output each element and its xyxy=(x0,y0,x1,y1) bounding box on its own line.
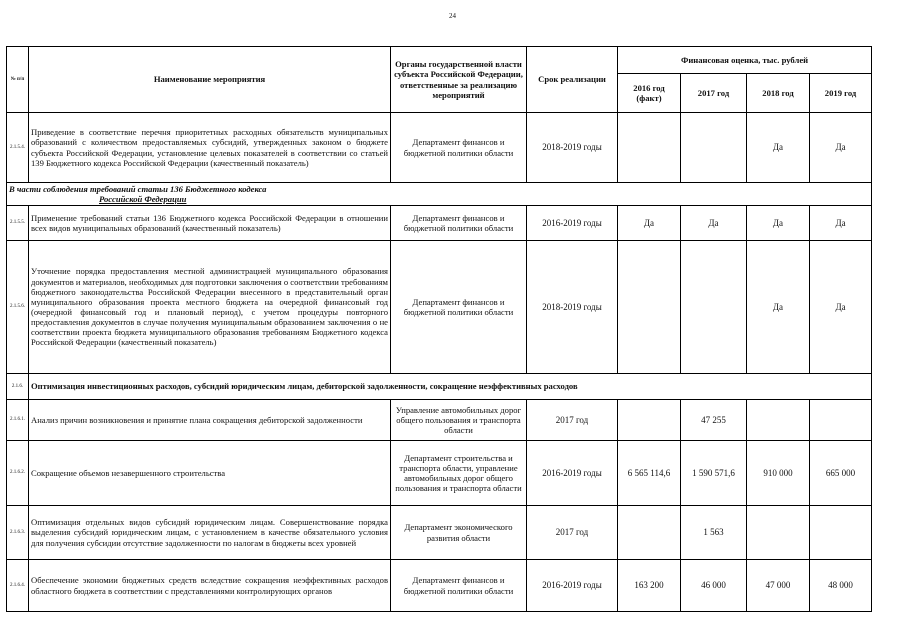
value-2019: 665 000 xyxy=(810,441,872,506)
term: 2017 год xyxy=(527,506,618,560)
value-2019 xyxy=(810,400,872,441)
value-2018: Да xyxy=(747,206,810,241)
value-2018 xyxy=(747,506,810,560)
measure-name: Приведение в соответствие перечня приоритетных расходных обязательств муниципальных образований с количеством предоставляемых субсидий, утвержденных законом о бюджете субъекта Российской Федерации, установление целевых показателей в соответствии со статьей 139 Бюджетного кодекса Российской Федерации (качественный показатель) xyxy=(29,113,391,183)
measures-table xyxy=(6,46,872,612)
table-row xyxy=(7,400,872,441)
value-2017: 1 563 xyxy=(681,506,747,560)
measure-name: Применение требований статьи 136 Бюджетного кодекса Российской Федерации в отношении всех видов муниципальных образований (качественный показатель) xyxy=(29,206,391,241)
row-number: 2.1.6.4. xyxy=(7,560,29,612)
value-2019: Да xyxy=(810,113,872,183)
value-2017 xyxy=(681,241,747,374)
responsible-org: Департамент финансов и бюджетной политики области xyxy=(391,113,527,183)
section-136-line2: Российской Федерации xyxy=(99,194,187,204)
row-number: 2.1.5.4. xyxy=(7,113,29,183)
row-number: 2.1.6.1. xyxy=(7,400,29,441)
header-org: Органы государственной власти субъекта Российской Федерации, ответственные за реализацию мероприятий xyxy=(391,47,527,113)
section-row-216 xyxy=(7,374,872,400)
table-row xyxy=(7,560,872,612)
section-216-number: 2.1.6. xyxy=(7,374,29,400)
table-row xyxy=(7,206,872,241)
value-2017: 46 000 xyxy=(681,560,747,612)
value-2018: 47 000 xyxy=(747,560,810,612)
measure-name: Сокращение объемов незавершенного строительства xyxy=(29,441,391,506)
section-216-title: Оптимизация инвестиционных расходов, субсидий юридическим лицам, дебиторской задолженности, сокращение неэффективных расходов xyxy=(29,374,872,400)
term: 2018-2019 годы xyxy=(527,113,618,183)
value-2016: 163 200 xyxy=(618,560,681,612)
value-2017: 1 590 571,6 xyxy=(681,441,747,506)
section-row-136 xyxy=(7,183,872,206)
header-name: Наименование мероприятия xyxy=(29,47,391,113)
table-row xyxy=(7,441,872,506)
row-number: 2.1.6.2. xyxy=(7,441,29,506)
row-number: 2.1.6.3. xyxy=(7,506,29,560)
value-2018: Да xyxy=(747,113,810,183)
value-2017: 47 255 xyxy=(681,400,747,441)
measure-name: Уточнение порядка предоставления местной администрацией муниципального образования документов и материалов, необходимых для подготовки заключения о соответствии требованиям бюджетного законодательства Российской Федерации внесенного в представительный орган муниципального образования проекта местного бюджета на очередной финансовый год (очередной финансовый год и плановый период), с учетом процедуры повторного предоставления документов в случае получения муниципальным образованием заключения о не соответствии проекта бюджета муниципального образования требованиям Бюджетного кодекса Российской Федерации (качественный показатель) xyxy=(29,241,391,374)
term: 2016-2019 годы xyxy=(527,560,618,612)
header-fin: Финансовая оценка, тыс. рублей xyxy=(618,47,872,74)
header-year-2019: 2019 год xyxy=(810,74,872,113)
responsible-org: Департамент финансов и бюджетной политики области xyxy=(391,241,527,374)
header-num: № п/п xyxy=(7,47,29,113)
responsible-org: Департамент экономического развития области xyxy=(391,506,527,560)
row-number: 2.1.5.6. xyxy=(7,241,29,374)
measure-name: Анализ причин возникновения и принятие плана сокращения дебиторской задолженности xyxy=(29,400,391,441)
term: 2016-2019 годы xyxy=(527,206,618,241)
term: 2016-2019 годы xyxy=(527,441,618,506)
value-2019: 48 000 xyxy=(810,560,872,612)
value-2016: 6 565 114,6 xyxy=(618,441,681,506)
term: 2017 год xyxy=(527,400,618,441)
value-2016 xyxy=(618,506,681,560)
table-row xyxy=(7,113,872,183)
header-year-2018: 2018 год xyxy=(747,74,810,113)
measure-name: Обеспечение экономии бюджетных средств вследствие сокращения неэффективных расходов областного бюджета в соответствии с представлениями контролирующих органов xyxy=(29,560,391,612)
value-2016: Да xyxy=(618,206,681,241)
measure-name: Оптимизация отдельных видов субсидий юридическим лицам. Совершенствование порядка выделения субсидий юридическим лицам, с установлением в качестве обязательного условия для получения субсидии отсутствие задолженности по налогам в бюджеты всех уровней xyxy=(29,506,391,560)
value-2019: Да xyxy=(810,241,872,374)
responsible-org: Департамент финансов и бюджетной политики области xyxy=(391,560,527,612)
header-row-1 xyxy=(7,47,872,74)
value-2016 xyxy=(618,400,681,441)
responsible-org: Департамент финансов и бюджетной политики области xyxy=(391,206,527,241)
value-2018 xyxy=(747,400,810,441)
value-2018: 910 000 xyxy=(747,441,810,506)
value-2016 xyxy=(618,113,681,183)
value-2019: Да xyxy=(810,206,872,241)
responsible-org: Департамент строительства и транспорта области, управление автомобильных дорог общего пользования и транспорта области xyxy=(391,441,527,506)
header-year-2017: 2017 год xyxy=(681,74,747,113)
header-term: Срок реализации xyxy=(527,47,618,113)
table-row xyxy=(7,241,872,374)
value-2017 xyxy=(681,113,747,183)
section-136-line1: В части соблюдения требований статьи 136 Бюджетного кодекса xyxy=(9,183,267,194)
value-2019 xyxy=(810,506,872,560)
term: 2018-2019 годы xyxy=(527,241,618,374)
table-row xyxy=(7,506,872,560)
header-year-2016: 2016 год (факт) xyxy=(618,74,681,113)
page-number: 24 xyxy=(449,12,456,20)
row-number: 2.1.5.5. xyxy=(7,206,29,241)
value-2016 xyxy=(618,241,681,374)
section-heading-136 xyxy=(7,183,872,206)
responsible-org: Управление автомобильных дорог общего пользования и транспорта области xyxy=(391,400,527,441)
value-2018: Да xyxy=(747,241,810,374)
value-2017: Да xyxy=(681,206,747,241)
